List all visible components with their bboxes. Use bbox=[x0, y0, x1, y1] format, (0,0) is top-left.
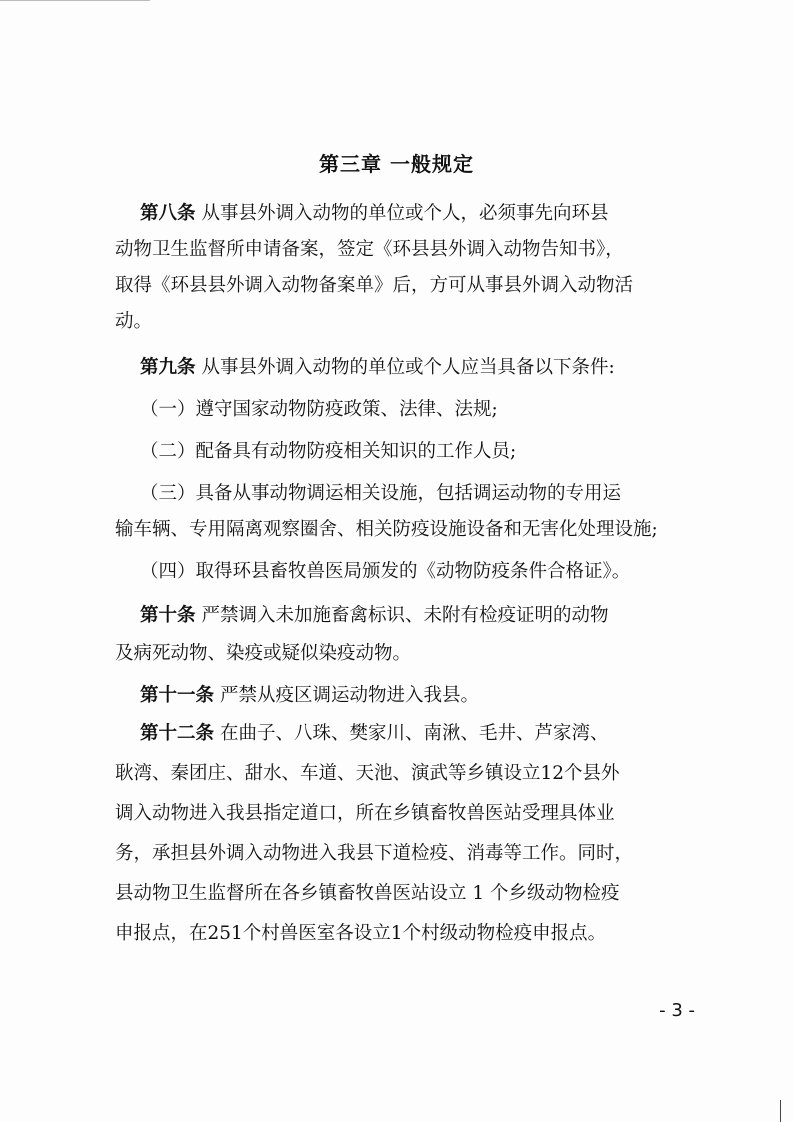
article-12-line-1 bbox=[140, 716, 720, 752]
page-number: - 3 - bbox=[659, 1000, 695, 1021]
article-11-text: 严禁从疫区调运动物进入我县。 bbox=[220, 685, 480, 706]
article-12-text: 在曲子、八珠、樊家川、南湫、毛井、芦家湾、 bbox=[220, 723, 609, 744]
article-8-label: 第八条 bbox=[140, 203, 196, 224]
article-8-line-4: 动。 bbox=[115, 311, 153, 332]
article-11-line-1 bbox=[140, 678, 720, 714]
article-12-line-3: 调入动物进入我县指定道口，所在乡镇畜牧兽医站受理具体业 bbox=[115, 803, 615, 824]
article-8-text: 从事县外调入动物的单位或个人，必须事先向环县 bbox=[201, 203, 609, 224]
article-9-text: 从事县外调入动物的单位或个人应当具备以下条件: bbox=[201, 357, 615, 378]
article-10-line-1 bbox=[140, 598, 720, 634]
article-12-line-2: 耿湾、秦团庄、甜水、车道、天池、演武等乡镇设立12个县外 bbox=[115, 763, 620, 784]
scan-edge-line bbox=[0, 0, 150, 1]
scan-edge-line bbox=[780, 1100, 781, 1122]
article-11-label: 第十一条 bbox=[140, 685, 215, 706]
article-9-item-2: （二）配备具有动物防疫相关知识的工作人员; bbox=[140, 441, 517, 462]
article-8-line-1 bbox=[140, 196, 720, 232]
article-9-item-1: （一）遵守国家动物防疫政策、法律、法规; bbox=[140, 399, 498, 420]
article-9-line-1 bbox=[140, 350, 720, 386]
article-9-item-4: （四）取得环县畜牧兽医局颁发的《动物防疫条件合格证》。 bbox=[140, 561, 631, 582]
article-12-label: 第十二条 bbox=[140, 723, 215, 744]
article-9-item-3: （三）具备从事动物调运相关设施，包括调运动物的专用运 bbox=[140, 483, 622, 504]
article-10-text: 严禁调入未加施畜禽标识、未附有检疫证明的动物 bbox=[201, 605, 609, 626]
article-12-line-6: 申报点，在251个村兽医室各设立1个村级动物检疫申报点。 bbox=[115, 923, 607, 944]
article-9-item-3-cont: 输车辆、专用隔离观察圈舍、相关防疫设施设备和无害化处理设施; bbox=[115, 519, 658, 540]
article-9-label: 第九条 bbox=[140, 357, 196, 378]
chapter-title: 第三章 一般规定 bbox=[319, 152, 474, 176]
article-8-line-2: 动物卫生监督所申请备案，签定《环县县外调入动物告知书》， bbox=[115, 239, 624, 260]
article-12-line-4: 务，承担县外调入动物进入我县下道检疫、消毒等工作。同时， bbox=[115, 843, 634, 864]
article-10-line-2: 及病死动物、染疫或疑似染疫动物。 bbox=[115, 643, 412, 664]
article-8-line-3: 取得《环县县外调入动物备案单》后，方可从事县外调入动物活 bbox=[115, 275, 634, 296]
article-12-line-5: 县动物卫生监督所在各乡镇畜牧兽医站设立 1 个乡级动物检疫 bbox=[115, 883, 620, 904]
article-10-label: 第十条 bbox=[140, 605, 196, 626]
